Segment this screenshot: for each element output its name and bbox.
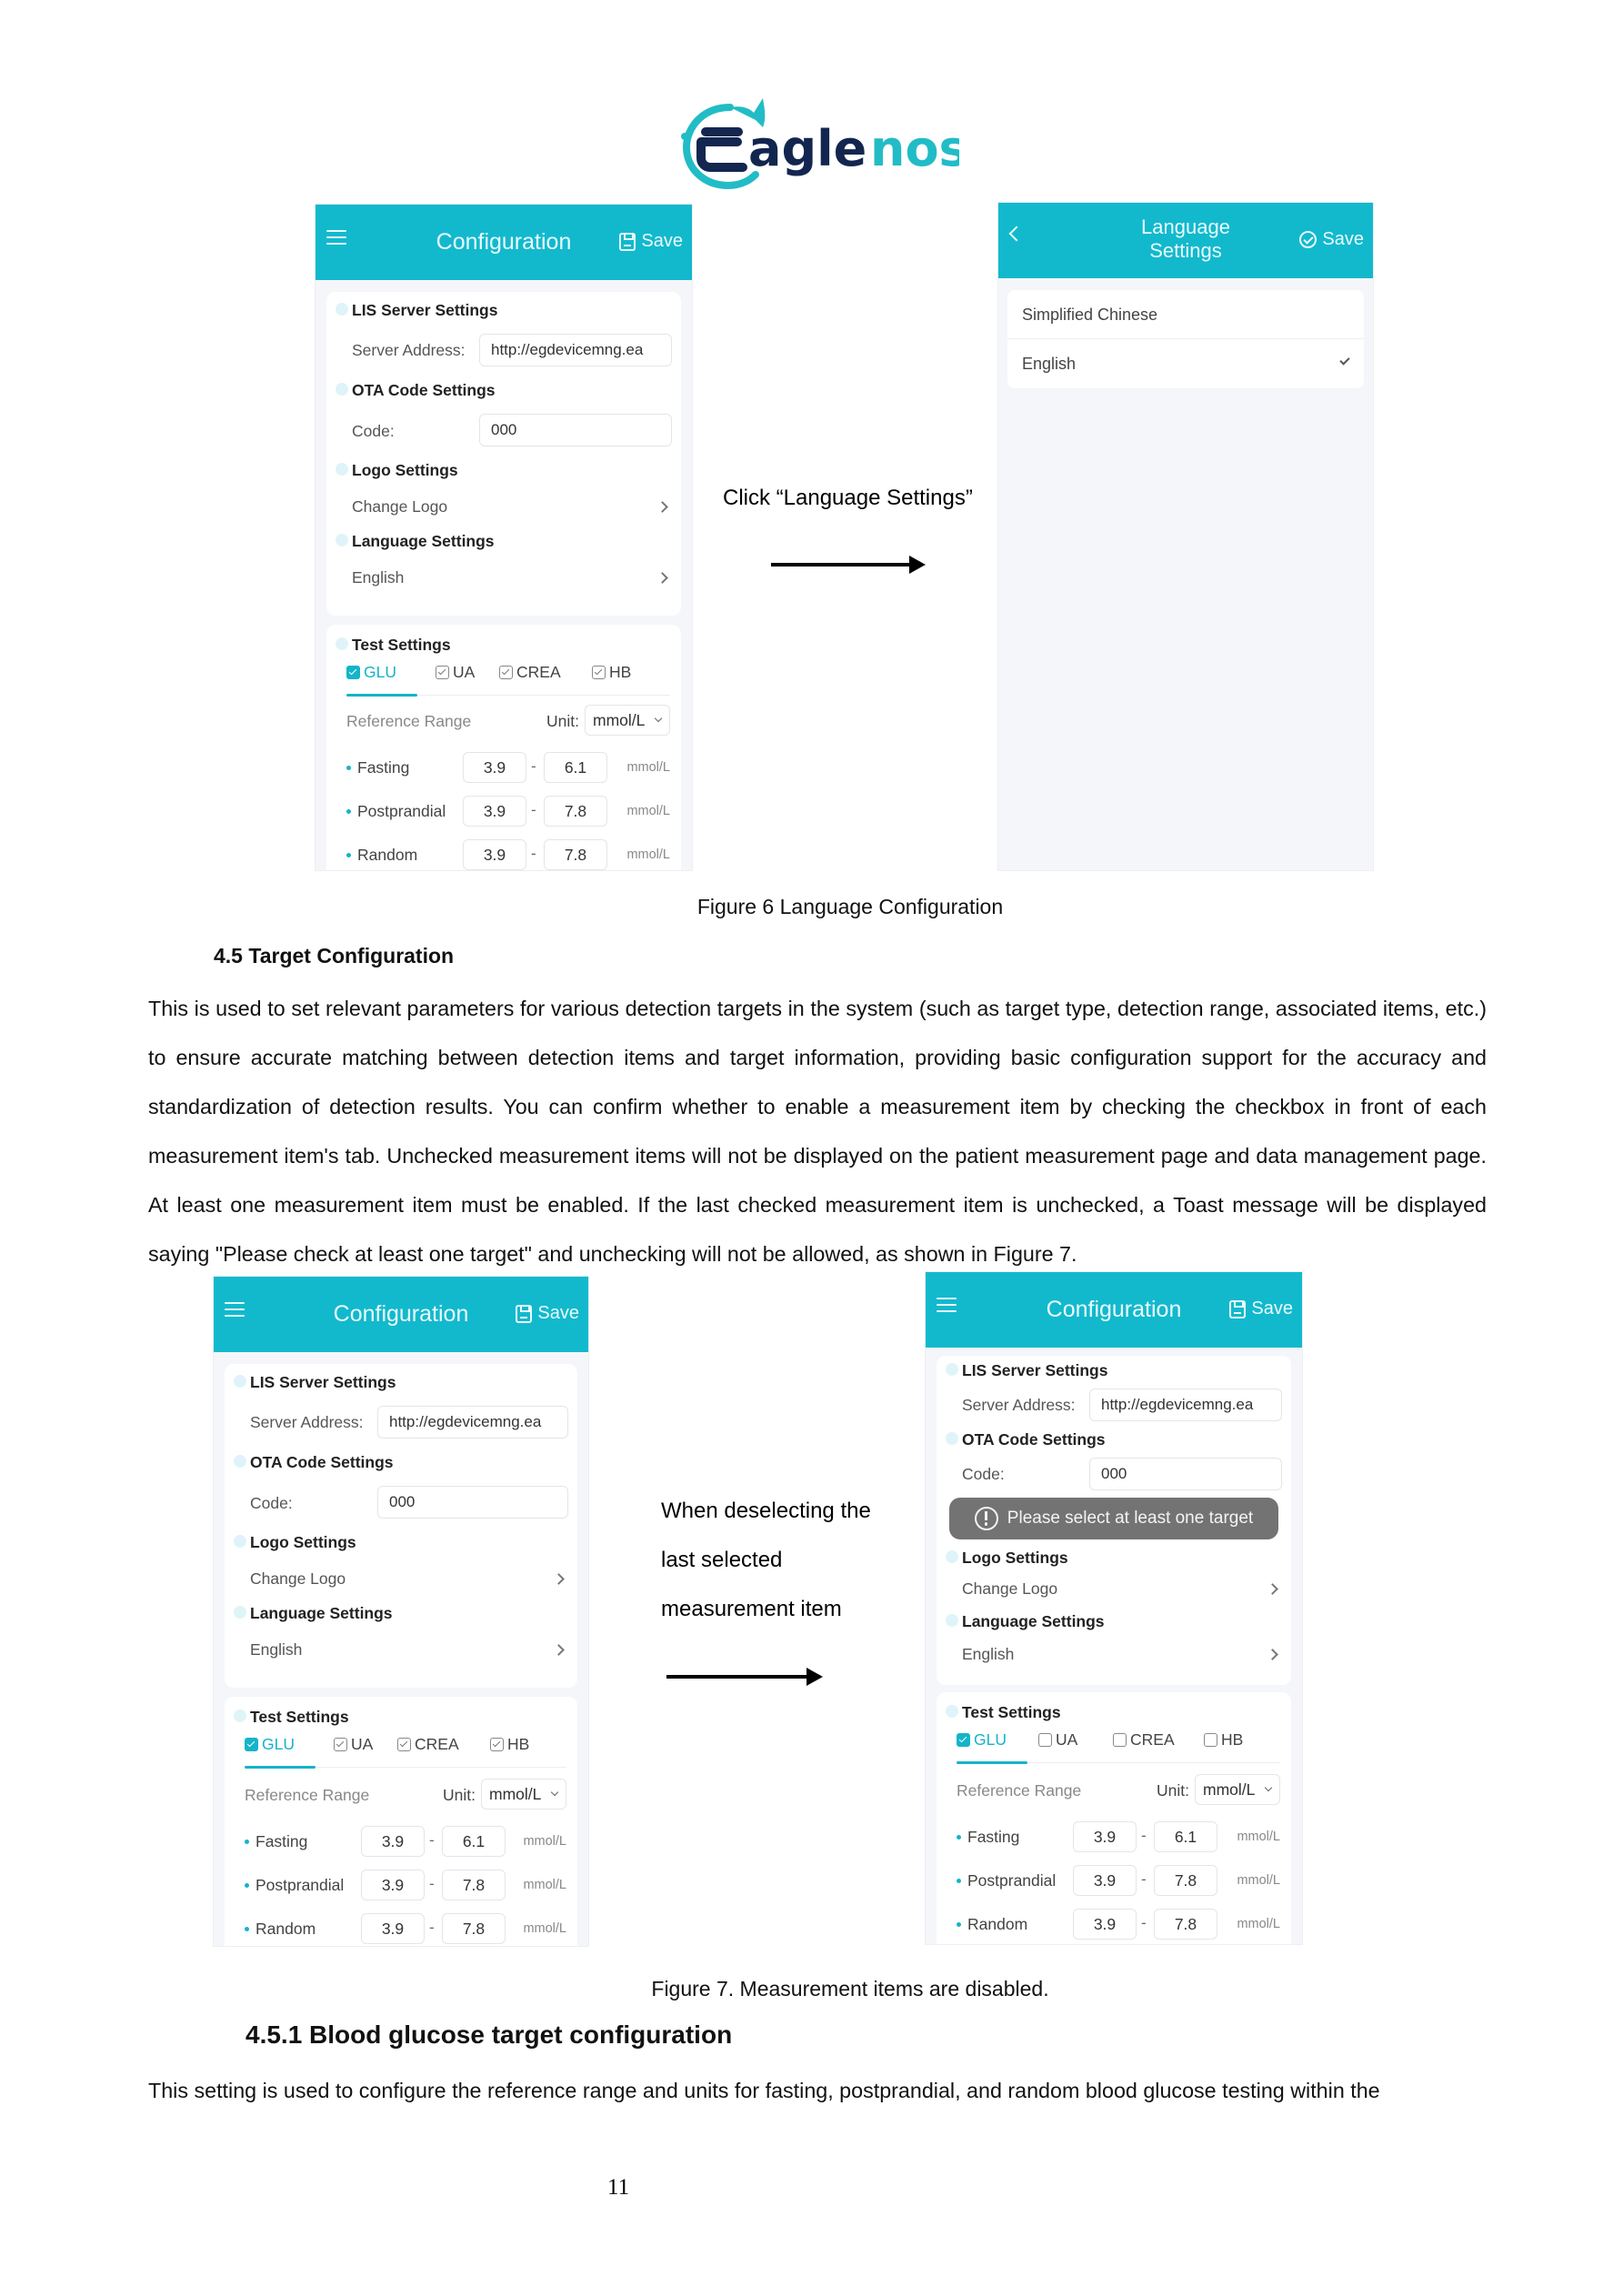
reference-range-row [346, 705, 670, 737]
checkmark-icon [1339, 355, 1349, 365]
range-row-fasting [346, 752, 670, 785]
range-dash: - [1141, 1870, 1147, 1888]
section-4-5-heading: 4.5 Target Configuration [214, 944, 455, 968]
bullet-icon [245, 1840, 249, 1844]
range-dash: - [429, 1919, 435, 1936]
tab-label: GLU [364, 663, 396, 681]
logo-graphic [677, 91, 959, 191]
range-dash: - [429, 1831, 435, 1849]
range-min-input[interactable]: 3.9 [1073, 1909, 1137, 1940]
range-row-fasting [245, 1826, 566, 1859]
range-dash: - [531, 845, 536, 862]
range-name: Postprandial [967, 1871, 1057, 1890]
checkbox-checked-icon[interactable] [245, 1738, 258, 1751]
bullet-icon [346, 809, 351, 814]
lis-section-title: LIS Server Settings [352, 301, 498, 319]
check-circle-icon [1299, 231, 1317, 248]
save-icon [1229, 1300, 1246, 1318]
section-dot-icon [946, 1432, 958, 1445]
fig7-instruction-line2: last selected [661, 1548, 783, 1572]
language-option-simplified-chinese[interactable] [1007, 290, 1364, 339]
chevron-right-icon [553, 1573, 565, 1585]
range-row-postprandial [957, 1865, 1280, 1898]
range-name: Fasting [357, 758, 410, 777]
fig7-instruction-line3: measurement item [661, 1597, 842, 1621]
section-4-5-1-heading: 4.5.1 Blood glucose target configuration [245, 2020, 733, 2049]
test-settings-card [937, 1692, 1291, 1945]
range-min-input[interactable]: 3.9 [361, 1913, 425, 1944]
range-max-input[interactable]: 7.8 [442, 1870, 506, 1900]
tab-glu[interactable] [957, 1730, 1007, 1750]
tab-label: GLU [262, 1735, 295, 1753]
save-button[interactable] [1299, 229, 1364, 250]
checkbox-checked-icon[interactable] [397, 1738, 411, 1751]
range-unit: mmol/L [626, 760, 670, 775]
chevron-right-icon [1267, 1649, 1278, 1660]
range-name: Fasting [967, 1828, 1020, 1846]
range-max-input[interactable]: 6.1 [442, 1826, 506, 1857]
checkbox-checked-icon[interactable] [957, 1733, 970, 1747]
save-label: Save [1322, 229, 1364, 249]
save-button[interactable] [619, 231, 683, 252]
tab-label: HB [1221, 1730, 1244, 1749]
fig7-config-screen-before [213, 1276, 589, 1947]
test-tabs [245, 1731, 566, 1768]
chevron-down-icon [1265, 1784, 1272, 1791]
tab-hb[interactable] [592, 663, 631, 682]
language-item[interactable]: English [250, 1640, 303, 1659]
unit-label: Unit: [1157, 1781, 1189, 1800]
save-button[interactable] [516, 1303, 579, 1324]
unit-value: mmol/L [1203, 1780, 1256, 1799]
checkbox-checked-icon[interactable] [334, 1738, 347, 1751]
tab-crea[interactable] [499, 663, 561, 682]
range-row-random [346, 839, 670, 871]
reference-range-row [245, 1779, 566, 1811]
tab-label: UA [351, 1735, 374, 1753]
warning-circle-icon [975, 1507, 998, 1530]
server-address-input[interactable]: http://egdevicemng.ea [377, 1406, 568, 1439]
range-max-input[interactable]: 6.1 [544, 752, 607, 783]
tab-glu[interactable] [346, 663, 396, 682]
language-section-title: Language Settings [962, 1612, 1105, 1630]
code-label: Code: [250, 1494, 293, 1512]
code-label: Code: [352, 422, 395, 440]
header-title: Configuration [436, 229, 572, 255]
section-dot-icon [336, 637, 348, 650]
server-address-label: Server Address: [250, 1413, 364, 1431]
logo-section-title: Logo Settings [962, 1549, 1068, 1567]
code-input[interactable]: 000 [479, 414, 672, 446]
unit-select[interactable] [1195, 1774, 1280, 1805]
reference-range-label: Reference Range [346, 712, 472, 730]
chevron-down-icon [655, 715, 662, 722]
unit-select[interactable] [481, 1779, 566, 1810]
range-row-postprandial [245, 1870, 566, 1902]
range-unit: mmol/L [523, 1834, 566, 1849]
save-label: Save [537, 1303, 579, 1323]
arrow-right-icon [666, 1675, 819, 1679]
range-unit: mmol/L [1237, 1917, 1280, 1931]
tab-ua[interactable] [334, 1735, 373, 1754]
tab-hb[interactable] [490, 1735, 529, 1754]
language-list [1007, 290, 1364, 388]
lis-section-title: LIS Server Settings [250, 1373, 396, 1391]
bullet-icon [957, 1835, 961, 1840]
range-min-input[interactable]: 3.9 [1073, 1865, 1137, 1896]
code-label: Code: [962, 1465, 1005, 1483]
save-icon [619, 233, 636, 251]
chevron-right-icon [656, 501, 668, 513]
unit-label: Unit: [443, 1786, 476, 1804]
chevron-right-icon [656, 572, 668, 584]
header-title-line1: Language [1141, 216, 1230, 238]
save-label: Save [1251, 1298, 1293, 1318]
tab-crea[interactable] [1113, 1730, 1175, 1750]
save-icon [516, 1305, 532, 1323]
range-max-input[interactable]: 7.8 [544, 796, 607, 827]
range-min-input[interactable]: 3.9 [361, 1870, 425, 1900]
settings-card [937, 1356, 1291, 1685]
bullet-icon [957, 1879, 961, 1883]
fig6-language-screen [997, 202, 1374, 871]
bullet-icon [346, 766, 351, 770]
bullet-icon [245, 1883, 249, 1888]
change-logo-item[interactable]: Change Logo [962, 1579, 1058, 1598]
range-name: Fasting [255, 1832, 308, 1850]
language-option-label: English [1022, 355, 1077, 373]
chevron-down-icon [551, 1789, 558, 1796]
tab-crea[interactable] [397, 1735, 459, 1754]
section-dot-icon [336, 463, 348, 476]
arrow-right-icon [771, 563, 922, 566]
code-input[interactable]: 000 [377, 1486, 568, 1519]
unit-value: mmol/L [489, 1785, 542, 1803]
checkbox-unchecked-icon[interactable] [1113, 1733, 1127, 1747]
tab-label: HB [609, 663, 632, 681]
section-dot-icon [234, 1709, 246, 1722]
active-tab-indicator [957, 1761, 1027, 1764]
section-dot-icon [946, 1614, 958, 1627]
toast-message [949, 1498, 1278, 1539]
bullet-icon [957, 1922, 961, 1927]
checkbox-checked-icon[interactable] [499, 666, 513, 679]
language-item[interactable]: English [962, 1645, 1015, 1663]
section-dot-icon [234, 1375, 246, 1388]
range-min-input[interactable]: 3.9 [463, 796, 526, 827]
range-max-input[interactable]: 7.8 [442, 1913, 506, 1944]
range-max-input[interactable]: 7.8 [1154, 1909, 1217, 1940]
ota-section-title: OTA Code Settings [962, 1430, 1106, 1449]
language-section-title: Language Settings [250, 1604, 393, 1622]
header-title: Configuration [1046, 1297, 1182, 1322]
language-section-title: Language Settings [352, 532, 495, 550]
server-address-input[interactable]: http://egdevicemng.ea [479, 334, 672, 366]
tab-glu[interactable] [245, 1735, 295, 1754]
figure7-caption: Figure 7. Measurement items are disabled. [651, 1977, 1049, 2000]
fig6-instruction: Click “Language Settings” [723, 486, 973, 510]
reference-range-label: Reference Range [957, 1781, 1082, 1800]
checkbox-unchecked-icon[interactable] [1204, 1733, 1217, 1747]
chevron-right-icon [1267, 1583, 1278, 1595]
checkbox-unchecked-icon[interactable] [1038, 1733, 1052, 1747]
tab-label: CREA [1130, 1730, 1175, 1749]
svg-text:nos: nos [870, 120, 959, 177]
checkbox-checked-icon[interactable] [490, 1738, 504, 1751]
eaglenos-logo [677, 91, 959, 191]
test-section-title: Test Settings [962, 1703, 1061, 1721]
ota-section-title: OTA Code Settings [250, 1453, 394, 1471]
test-section-title: Test Settings [250, 1708, 349, 1726]
range-min-input[interactable]: 3.9 [1073, 1821, 1137, 1852]
toast-text: Please select at least one target [1007, 1509, 1254, 1528]
app-header [316, 205, 692, 280]
range-dash: - [429, 1875, 435, 1892]
tab-label: UA [453, 663, 476, 681]
range-unit: mmol/L [626, 804, 670, 818]
range-unit: mmol/L [1237, 1830, 1280, 1844]
range-min-input[interactable]: 3.9 [463, 752, 526, 783]
checkbox-checked-icon[interactable] [592, 666, 606, 679]
page-number: 11 [607, 2175, 630, 2200]
section-dot-icon [336, 303, 348, 316]
section-dot-icon [946, 1550, 958, 1563]
test-tabs [957, 1727, 1280, 1763]
settings-card [225, 1364, 577, 1688]
reference-range-label: Reference Range [245, 1786, 370, 1804]
section-dot-icon [234, 1606, 246, 1619]
server-address-label: Server Address: [352, 341, 466, 359]
range-name: Random [967, 1915, 1028, 1933]
tab-label: CREA [415, 1735, 459, 1753]
range-dash: - [1141, 1827, 1147, 1844]
range-min-input[interactable]: 3.9 [463, 839, 526, 870]
test-settings-card [326, 625, 681, 871]
settings-card [326, 292, 681, 616]
checkbox-checked-icon[interactable] [346, 666, 360, 679]
reference-range-row [957, 1774, 1280, 1807]
unit-value: mmol/L [593, 711, 646, 729]
range-name: Postprandial [255, 1876, 345, 1894]
test-settings-card [225, 1697, 577, 1947]
bullet-icon [245, 1927, 249, 1931]
language-option-label: Simplified Chinese [1022, 306, 1158, 324]
range-min-input[interactable]: 3.9 [361, 1826, 425, 1857]
fig7-config-screen-toast [925, 1271, 1303, 1945]
range-unit: mmol/L [626, 847, 670, 862]
logo-section-title: Logo Settings [352, 461, 458, 479]
range-name: Random [357, 846, 418, 864]
logo-section-title: Logo Settings [250, 1533, 356, 1551]
ota-section-title: OTA Code Settings [352, 381, 496, 399]
fig7-instruction-line1: When deselecting the [661, 1499, 871, 1523]
section-dot-icon [234, 1535, 246, 1548]
server-address-label: Server Address: [962, 1396, 1076, 1414]
svg-text:agle: agle [748, 120, 867, 177]
save-button[interactable] [1229, 1298, 1293, 1319]
active-tab-indicator [245, 1766, 316, 1769]
test-tabs [346, 659, 670, 696]
section-dot-icon [946, 1363, 958, 1376]
section-dot-icon [946, 1705, 958, 1718]
app-header [926, 1272, 1302, 1348]
bullet-icon [346, 853, 351, 857]
active-tab-indicator [346, 694, 417, 697]
range-name: Postprandial [357, 802, 446, 820]
section-dot-icon [234, 1455, 246, 1468]
range-dash: - [531, 757, 536, 775]
unit-select[interactable] [585, 705, 670, 736]
section-4-5-1-paragraph: This setting is used to configure the reference range and units for fasting, postprandial, and random blood glucose testing within the [148, 2079, 1380, 2102]
tab-ua[interactable] [1038, 1730, 1077, 1750]
server-address-input[interactable]: http://egdevicemng.ea [1089, 1389, 1282, 1421]
range-name: Random [255, 1920, 316, 1938]
range-row-random [957, 1909, 1280, 1941]
tab-label: GLU [974, 1730, 1007, 1749]
tab-ua[interactable] [436, 663, 475, 682]
tab-hb[interactable] [1204, 1730, 1243, 1750]
header-title-line2: Settings [1149, 239, 1222, 262]
lis-section-title: LIS Server Settings [962, 1361, 1108, 1379]
section-4-5-paragraph: This is used to set relevant parameters for various detection targets in the system (such as target type, detection range, associated items, etc.) to ensure accurate matching between detection items and target information, providing basic configuration support for the accuracy and standardization of detection results. You can confirm whether to enable a measurement item by checking the checkbox in front of each measurement item's tab. Unchecked measurement items will not be displayed on the patient measurement page and data management page. At least one measurement item must be enabled. If the last checked measurement item is unchecked, a Toast message will be displayed saying "Please check at least one target" and unchecking will not be allowed, as shown in Figure 7. [148, 997, 1487, 1266]
range-row-fasting [957, 1821, 1280, 1854]
range-unit: mmol/L [523, 1921, 566, 1936]
language-option-english[interactable] [1007, 339, 1364, 388]
fig6-config-screen [315, 204, 693, 871]
range-unit: mmol/L [523, 1878, 566, 1892]
language-item[interactable]: English [352, 568, 405, 587]
code-input[interactable]: 000 [1089, 1458, 1282, 1490]
range-row-random [245, 1913, 566, 1946]
test-section-title: Test Settings [352, 636, 451, 654]
unit-label: Unit: [546, 712, 579, 730]
app-header [998, 203, 1373, 278]
range-unit: mmol/L [1237, 1873, 1280, 1888]
tab-label: HB [507, 1735, 530, 1753]
range-dash: - [1141, 1914, 1147, 1931]
range-dash: - [531, 801, 536, 818]
range-row-postprandial [346, 796, 670, 828]
save-label: Save [641, 231, 683, 251]
chevron-right-icon [553, 1644, 565, 1656]
range-max-input[interactable]: 6.1 [1154, 1821, 1217, 1852]
checkbox-checked-icon[interactable] [436, 666, 449, 679]
app-header [214, 1277, 588, 1352]
header-title: Configuration [333, 1301, 469, 1327]
change-logo-item[interactable]: Change Logo [352, 497, 448, 516]
range-max-input[interactable]: 7.8 [1154, 1865, 1217, 1896]
figure6-caption: Figure 6 Language Configuration [696, 895, 1004, 918]
range-max-input[interactable]: 7.8 [544, 839, 607, 870]
change-logo-item[interactable]: Change Logo [250, 1569, 346, 1588]
section-dot-icon [336, 383, 348, 396]
section-dot-icon [336, 534, 348, 546]
tab-label: UA [1056, 1730, 1078, 1749]
tab-label: CREA [516, 663, 561, 681]
